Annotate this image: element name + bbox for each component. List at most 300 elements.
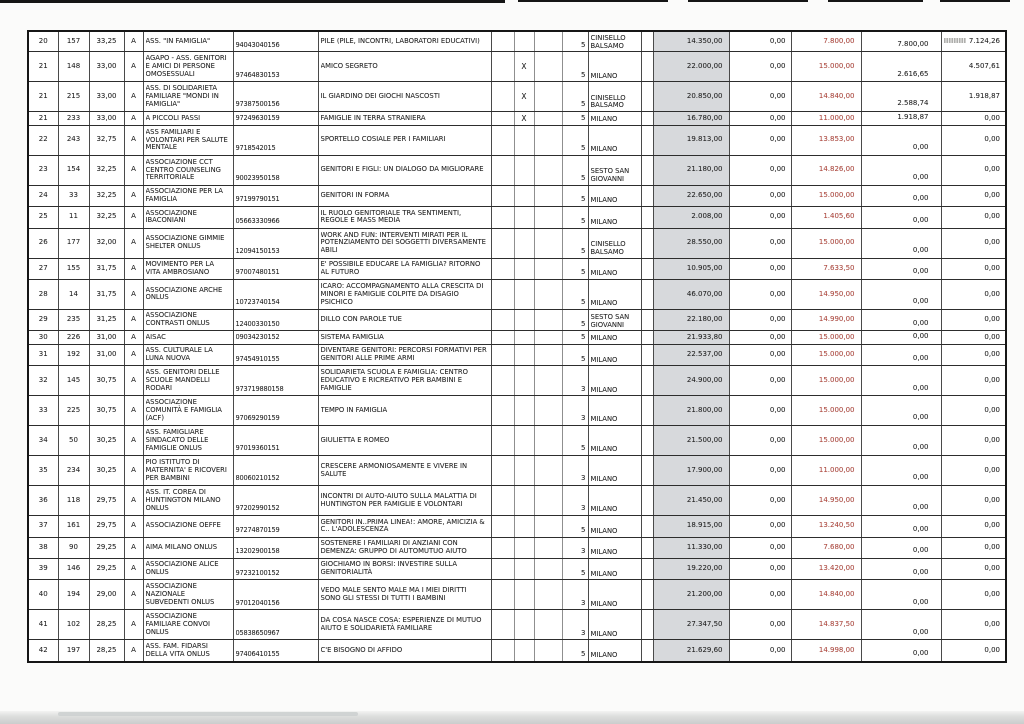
cell-fiscal-code bbox=[233, 52, 318, 82]
cell-text: 32,75 bbox=[96, 136, 117, 144]
cell-text: 31,75 bbox=[96, 290, 117, 298]
cell-advance bbox=[861, 610, 941, 640]
cell-text: 0,00 bbox=[984, 351, 1000, 359]
cell-text: 3 bbox=[581, 548, 586, 556]
cell-text: 0,00 bbox=[984, 543, 1000, 551]
cell-cb-a bbox=[491, 640, 514, 662]
cell-text: 0,00 bbox=[769, 264, 786, 272]
table-row bbox=[28, 366, 1006, 396]
cell-status bbox=[124, 155, 143, 185]
cell-cb-a bbox=[491, 279, 514, 309]
cell-project bbox=[318, 207, 491, 228]
cell-advance bbox=[861, 366, 941, 396]
cell-points bbox=[562, 537, 588, 558]
cell-association bbox=[143, 52, 233, 82]
cell-text: ASSOCIAZIONE PER LA FAMIGLIA bbox=[145, 188, 223, 203]
cell-text: SESTO SAN GIOVANNI bbox=[590, 168, 630, 183]
cell-points bbox=[562, 31, 588, 52]
cell-zero bbox=[729, 537, 791, 558]
cell-text: 0,00 bbox=[984, 192, 1000, 200]
cell-project bbox=[318, 155, 491, 185]
cell-text: 0,00 bbox=[912, 598, 929, 606]
cell-text: 33,00 bbox=[96, 114, 117, 122]
cell-text: E' POSSIBILE EDUCARE LA FAMIGLIA? RITORNO AL FUTURO bbox=[320, 260, 481, 276]
cell-association bbox=[143, 396, 233, 426]
cell-project bbox=[318, 112, 491, 126]
cell-cb-b bbox=[514, 640, 534, 662]
cell-text: 27 bbox=[38, 264, 48, 272]
cell-rank bbox=[28, 331, 58, 345]
cell-zero bbox=[729, 155, 791, 185]
cell-requested bbox=[653, 309, 729, 330]
cell-text: 0,00 bbox=[912, 474, 929, 482]
cell-text: 31,25 bbox=[96, 316, 117, 324]
illegible-stamp bbox=[944, 38, 966, 43]
cell-association bbox=[143, 640, 233, 662]
cell-text: 5 bbox=[581, 269, 586, 277]
cell-project bbox=[318, 580, 491, 610]
cell-text: 5 bbox=[581, 196, 586, 204]
cell-cb-c bbox=[534, 426, 562, 456]
cell-spacer bbox=[641, 185, 653, 206]
cell-advance bbox=[861, 558, 941, 579]
cell-text: 215 bbox=[66, 92, 81, 100]
cell-text: 5 bbox=[581, 41, 586, 49]
cell-text: GENITORI E FIGLI: UN DIALOGO DA MIGLIORARE bbox=[320, 166, 484, 174]
cell-granted bbox=[791, 580, 861, 610]
cell-city bbox=[588, 426, 641, 456]
cell-text: 21.500,00 bbox=[686, 436, 723, 444]
cell-text: MILANO bbox=[590, 652, 618, 660]
cell-text: 5 bbox=[581, 355, 586, 363]
cell-cb-a bbox=[491, 396, 514, 426]
cell-cb-c bbox=[534, 207, 562, 228]
cell-project bbox=[318, 279, 491, 309]
cell-project bbox=[318, 82, 491, 112]
cell-text: 0,00 bbox=[912, 354, 929, 362]
cell-score bbox=[89, 331, 124, 345]
cell-project bbox=[318, 309, 491, 330]
cell-text: A bbox=[131, 62, 136, 70]
cell-text: ASS. GENITORI DELLE SCUOLE MANDELLI RODARI bbox=[145, 369, 220, 392]
cell-status bbox=[124, 456, 143, 486]
cell-zero bbox=[729, 52, 791, 82]
cell-text: 14.826,00 bbox=[818, 166, 855, 174]
cell-advance bbox=[861, 258, 941, 279]
cell-text: 26 bbox=[38, 239, 48, 247]
cell-cb-a bbox=[491, 486, 514, 516]
cell-text: 21.800,00 bbox=[686, 406, 723, 414]
cell-cb-a bbox=[491, 125, 514, 155]
cell-text: 0,00 bbox=[984, 406, 1000, 414]
cell-text: 37 bbox=[38, 522, 48, 530]
cell-cb-a bbox=[491, 331, 514, 345]
cell-cb-b bbox=[514, 185, 534, 206]
cell-text: 17.900,00 bbox=[686, 466, 723, 474]
cell-text: 3 bbox=[581, 415, 586, 423]
cell-text: 235 bbox=[66, 316, 81, 324]
cell-text: 15.000,00 bbox=[818, 406, 855, 414]
cell-cb-b bbox=[514, 207, 534, 228]
cell-text: 31,00 bbox=[96, 351, 117, 359]
cell-text: 0,00 bbox=[769, 646, 786, 654]
table-row bbox=[28, 610, 1006, 640]
cell-text: 21.180,00 bbox=[686, 166, 723, 174]
cell-app-id bbox=[58, 456, 89, 486]
cell-zero bbox=[729, 112, 791, 126]
cell-score bbox=[89, 558, 124, 579]
cell-text: 0,00 bbox=[984, 522, 1000, 530]
cell-text: CINISELLO BALSAMO bbox=[590, 94, 626, 110]
cell-city bbox=[588, 52, 641, 82]
cell-zero bbox=[729, 309, 791, 330]
cell-zero bbox=[729, 366, 791, 396]
cell-zero bbox=[729, 580, 791, 610]
cell-advance bbox=[861, 640, 941, 662]
cell-final bbox=[941, 31, 1006, 52]
cell-text: 41 bbox=[38, 620, 48, 628]
cell-granted bbox=[791, 279, 861, 309]
cell-text: 12094150153 bbox=[235, 247, 280, 255]
cell-cb-c bbox=[534, 537, 562, 558]
cell-advance bbox=[861, 486, 941, 516]
cell-text: DILLO CON PAROLE TUE bbox=[320, 316, 402, 324]
cell-score bbox=[89, 207, 124, 228]
cell-association bbox=[143, 456, 233, 486]
cell-cb-c bbox=[534, 396, 562, 426]
cell-text: 31,75 bbox=[96, 264, 117, 272]
cell-text: A bbox=[131, 264, 136, 272]
cell-app-id bbox=[58, 228, 89, 258]
cell-advance bbox=[861, 396, 941, 426]
cell-status bbox=[124, 258, 143, 279]
cell-advance bbox=[861, 309, 941, 330]
cell-text: 0,00 bbox=[769, 290, 786, 298]
cell-score bbox=[89, 31, 124, 52]
cell-zero bbox=[729, 640, 791, 662]
cell-final bbox=[941, 580, 1006, 610]
cell-text: 14.950,00 bbox=[818, 290, 855, 298]
cell-association bbox=[143, 558, 233, 579]
cell-cb-b bbox=[514, 396, 534, 426]
cell-text: 5 bbox=[581, 247, 586, 255]
table-row bbox=[28, 258, 1006, 279]
cell-points bbox=[562, 366, 588, 396]
cell-association bbox=[143, 279, 233, 309]
cell-text: 90 bbox=[69, 543, 78, 551]
table-row bbox=[28, 155, 1006, 185]
table-row bbox=[28, 309, 1006, 330]
cell-fiscal-code bbox=[233, 82, 318, 112]
cell-text: ASSOCIAZIONE CONTRASTI ONLUS bbox=[145, 312, 210, 328]
cell-app-id bbox=[58, 486, 89, 516]
cell-status bbox=[124, 228, 143, 258]
cell-status bbox=[124, 185, 143, 206]
cell-text: 29,25 bbox=[96, 565, 117, 573]
cell-fiscal-code bbox=[233, 331, 318, 345]
cell-advance bbox=[861, 516, 941, 537]
cell-text: 31,00 bbox=[96, 333, 117, 341]
cell-association bbox=[143, 537, 233, 558]
cell-final bbox=[941, 331, 1006, 345]
cell-text: 97019360151 bbox=[235, 445, 280, 453]
cell-text: 21.200,00 bbox=[686, 590, 723, 598]
cell-spacer bbox=[641, 456, 653, 486]
cell-text: 33,25 bbox=[96, 37, 117, 45]
cell-text: 13.853,00 bbox=[818, 136, 855, 144]
cell-project bbox=[318, 456, 491, 486]
cell-advance bbox=[861, 207, 941, 228]
cell-requested bbox=[653, 396, 729, 426]
cell-advance bbox=[861, 228, 941, 258]
cell-text: 0,00 bbox=[912, 319, 929, 327]
cell-city bbox=[588, 207, 641, 228]
cell-project bbox=[318, 366, 491, 396]
cell-text: 0,00 bbox=[769, 436, 786, 444]
cell-final bbox=[941, 52, 1006, 82]
cell-text: A bbox=[131, 522, 136, 530]
cell-association bbox=[143, 207, 233, 228]
cell-fiscal-code bbox=[233, 456, 318, 486]
cell-text: 0,00 bbox=[984, 290, 1000, 298]
cell-text: 12400330150 bbox=[235, 320, 280, 328]
cell-score bbox=[89, 309, 124, 330]
cell-text: 243 bbox=[66, 136, 81, 144]
cell-text: 0,00 bbox=[769, 496, 786, 504]
cell-text: CINISELLO BALSAMO bbox=[590, 240, 626, 256]
cell-text: 0,00 bbox=[984, 114, 1000, 122]
cell-city bbox=[588, 331, 641, 345]
cell-text: 97464830153 bbox=[235, 71, 280, 79]
cell-final bbox=[941, 486, 1006, 516]
table-row bbox=[28, 516, 1006, 537]
cell-fiscal-code bbox=[233, 426, 318, 456]
table-row bbox=[28, 52, 1006, 82]
cell-rank bbox=[28, 82, 58, 112]
cell-text: SESTO SAN GIOVANNI bbox=[590, 313, 630, 329]
cell-text: TEMPO IN FAMIGLIA bbox=[320, 406, 388, 414]
cell-final bbox=[941, 640, 1006, 662]
cell-cb-b bbox=[514, 516, 534, 537]
cell-granted bbox=[791, 52, 861, 82]
cell-score bbox=[89, 486, 124, 516]
cell-project bbox=[318, 331, 491, 345]
cell-rank bbox=[28, 279, 58, 309]
cell-spacer bbox=[641, 640, 653, 662]
cell-text: 7.800,00 bbox=[823, 37, 855, 45]
cell-status bbox=[124, 396, 143, 426]
cell-text: 11.000,00 bbox=[818, 466, 855, 474]
cell-rank bbox=[28, 580, 58, 610]
cell-text: 23 bbox=[38, 166, 48, 174]
cell-app-id bbox=[58, 366, 89, 396]
cell-text: 0,00 bbox=[769, 239, 786, 247]
cell-text: 7.633,50 bbox=[823, 264, 855, 272]
cell-status bbox=[124, 82, 143, 112]
cell-text: ASSOCIAZIONE GIMMIE SHELTER ONLUS bbox=[145, 235, 225, 251]
cell-requested bbox=[653, 537, 729, 558]
cell-text: 05838650967 bbox=[235, 629, 280, 637]
cell-status bbox=[124, 112, 143, 126]
cell-points bbox=[562, 185, 588, 206]
table-row bbox=[28, 82, 1006, 112]
cell-text: 33 bbox=[69, 192, 78, 200]
cell-text: 0,00 bbox=[769, 166, 786, 174]
cell-cb-c bbox=[534, 279, 562, 309]
cell-cb-b bbox=[514, 155, 534, 185]
cell-app-id bbox=[58, 580, 89, 610]
cell-fiscal-code bbox=[233, 31, 318, 52]
cell-text: 0,00 bbox=[984, 466, 1000, 474]
cell-text: 4.507,61 bbox=[968, 62, 1000, 70]
cell-text: 225 bbox=[66, 406, 81, 414]
cell-text: C'È BISOGNO DI AFFIDO bbox=[320, 646, 403, 654]
cell-granted bbox=[791, 125, 861, 155]
cell-fiscal-code bbox=[233, 279, 318, 309]
cell-cb-b bbox=[514, 258, 534, 279]
cell-cb-b bbox=[514, 112, 534, 126]
cell-text: 197 bbox=[66, 646, 81, 654]
cell-text: MILANO bbox=[590, 600, 618, 608]
cell-score bbox=[89, 82, 124, 112]
cell-text: ASSOCIAZIONE ALICE ONLUS bbox=[145, 561, 219, 577]
cell-cb-b bbox=[514, 610, 534, 640]
cell-city bbox=[588, 82, 641, 112]
cell-cb-b bbox=[514, 486, 534, 516]
cell-spacer bbox=[641, 309, 653, 330]
cell-cb-a bbox=[491, 558, 514, 579]
cell-text: 15.000,00 bbox=[818, 192, 855, 200]
cell-granted bbox=[791, 610, 861, 640]
cell-cb-c bbox=[534, 456, 562, 486]
cell-text: 0,00 bbox=[769, 136, 786, 144]
cell-points bbox=[562, 228, 588, 258]
cell-requested bbox=[653, 344, 729, 365]
cell-text: 11 bbox=[69, 213, 78, 221]
cell-rank bbox=[28, 185, 58, 206]
cell-city bbox=[588, 396, 641, 426]
cell-points bbox=[562, 580, 588, 610]
cell-points bbox=[562, 52, 588, 82]
cell-granted bbox=[791, 426, 861, 456]
cell-cb-a bbox=[491, 610, 514, 640]
cell-project bbox=[318, 486, 491, 516]
cell-status bbox=[124, 279, 143, 309]
cell-cb-c bbox=[534, 125, 562, 155]
cell-cb-a bbox=[491, 52, 514, 82]
cell-text: 28 bbox=[38, 290, 48, 298]
cell-text: ASSOCIAZIONE NAZIONALE SUBVEDENTI ONLUS bbox=[145, 583, 215, 606]
cell-cb-c bbox=[534, 82, 562, 112]
cell-granted bbox=[791, 486, 861, 516]
cell-text: 40 bbox=[38, 590, 48, 598]
cell-text: 32 bbox=[38, 376, 48, 384]
cell-project bbox=[318, 426, 491, 456]
cell-text: 94043040156 bbox=[235, 41, 280, 49]
cell-text: 32,25 bbox=[96, 213, 117, 221]
cell-rank bbox=[28, 456, 58, 486]
cell-text: WORK AND FUN: INTERVENTI MIRATI PER IL POTENZIAMENTO DEI SOGGETTI DIVERSAMENTE ABILI bbox=[320, 231, 486, 255]
cell-text: MILANO bbox=[590, 549, 618, 557]
cell-project bbox=[318, 344, 491, 365]
cell-text: 0,00 bbox=[769, 522, 786, 530]
cell-association bbox=[143, 366, 233, 396]
cell-text: 50 bbox=[69, 436, 78, 444]
cell-text: 161 bbox=[66, 522, 81, 530]
cell-requested bbox=[653, 516, 729, 537]
cell-city bbox=[588, 125, 641, 155]
cell-text: ASSOCIAZIONE CCT CENTRO COUNSELING TERRITORIALE bbox=[145, 158, 221, 182]
cell-cb-b bbox=[514, 537, 534, 558]
cell-final bbox=[941, 610, 1006, 640]
cell-spacer bbox=[641, 31, 653, 52]
cell-text: 2.588,74 bbox=[897, 100, 929, 108]
cell-cb-b bbox=[514, 558, 534, 579]
cell-text: 0,00 bbox=[912, 144, 929, 151]
cell-text: 97387500156 bbox=[235, 101, 280, 109]
cell-status bbox=[124, 207, 143, 228]
cell-fiscal-code bbox=[233, 558, 318, 579]
cell-cb-b bbox=[514, 228, 534, 258]
cell-cb-c bbox=[534, 331, 562, 345]
cell-score bbox=[89, 155, 124, 185]
cell-requested bbox=[653, 125, 729, 155]
cell-text: 233 bbox=[66, 114, 81, 122]
cell-text: 11.000,00 bbox=[818, 114, 855, 122]
cell-zero bbox=[729, 279, 791, 309]
cell-text: X bbox=[521, 114, 527, 123]
cell-text: 0,00 bbox=[912, 173, 929, 181]
cell-rank bbox=[28, 258, 58, 279]
cell-cb-b bbox=[514, 456, 534, 486]
cell-text: 0,00 bbox=[984, 213, 1000, 221]
cell-zero bbox=[729, 426, 791, 456]
cell-text: 20 bbox=[38, 37, 48, 45]
cell-text: 0,00 bbox=[984, 590, 1000, 598]
cell-requested bbox=[653, 279, 729, 309]
cell-text: CRESCERE ARMONIOSAMENTE E VIVERE IN SALUTE bbox=[320, 462, 468, 478]
cell-score bbox=[89, 366, 124, 396]
cell-text: MILANO bbox=[590, 72, 618, 80]
cell-status bbox=[124, 309, 143, 330]
cell-cb-c bbox=[534, 155, 562, 185]
cell-app-id bbox=[58, 125, 89, 155]
cell-text: 15.000,00 bbox=[818, 376, 855, 384]
cell-score bbox=[89, 258, 124, 279]
cell-text: 5 bbox=[581, 145, 586, 152]
cell-text: 97232100152 bbox=[235, 569, 280, 577]
cell-text: 5 bbox=[581, 217, 586, 225]
cell-cb-c bbox=[534, 52, 562, 82]
cell-advance bbox=[861, 125, 941, 155]
cell-association bbox=[143, 580, 233, 610]
cell-text: GIOCHIAMO IN BORSI: INVESTIRE SULLA GENITORIALITÀ bbox=[320, 561, 457, 577]
cell-rank bbox=[28, 309, 58, 330]
cell-text: 09034230152 bbox=[235, 334, 280, 342]
cell-text: X bbox=[521, 92, 527, 101]
cell-status bbox=[124, 516, 143, 537]
cell-text: 7.124,26 bbox=[968, 37, 1000, 45]
cell-association bbox=[143, 31, 233, 52]
cell-advance bbox=[861, 185, 941, 206]
cell-text: 18.915,00 bbox=[686, 522, 723, 530]
table-row bbox=[28, 558, 1006, 579]
cell-text: FAMIGLIE IN TERRA STRANIERA bbox=[320, 114, 426, 122]
cell-text: 15.000,00 bbox=[818, 239, 855, 247]
cell-text: 0,00 bbox=[912, 384, 929, 392]
cell-association bbox=[143, 426, 233, 456]
cell-text: 28.550,00 bbox=[686, 239, 723, 247]
